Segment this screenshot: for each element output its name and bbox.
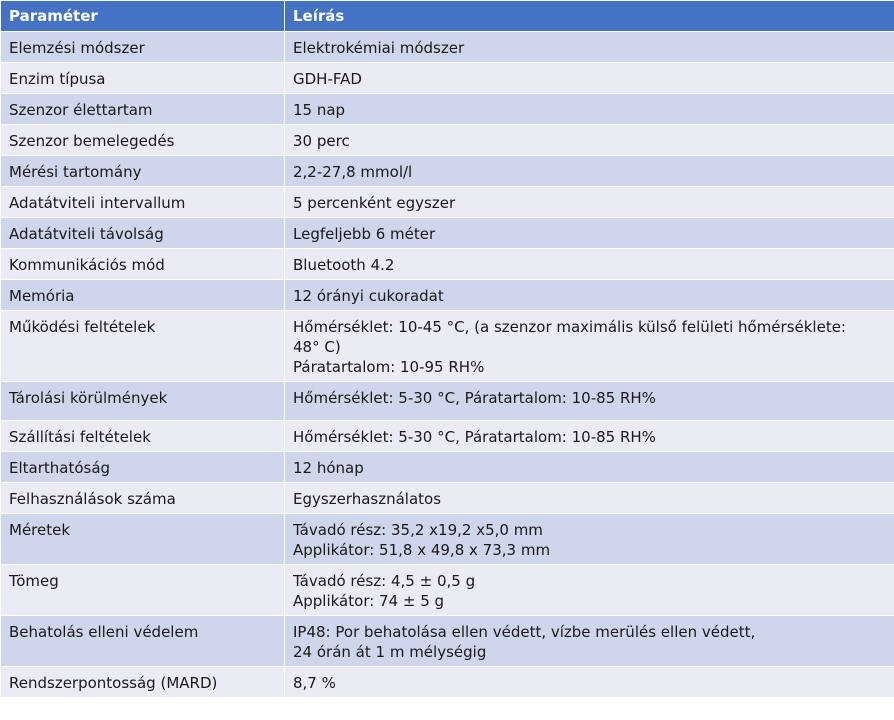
row-param: Behatolás elleni védelem [1,616,285,667]
table-row [1,63,894,94]
row-desc-line: Távadó rész: 4,5 ± 0,5 g [293,572,476,590]
row-desc [285,125,894,156]
row-desc-line: 15 nap [293,101,346,119]
table-row [1,156,894,187]
row-desc-line: Elektrokémiai módszer [293,39,465,57]
row-param: Tömeg [1,565,285,616]
table-row [1,421,894,452]
table-row [1,218,894,249]
header-desc: Leírás [285,1,894,32]
row-desc [285,421,894,452]
row-param: Méretek [1,514,285,565]
row-desc [285,667,894,698]
row-param: Memória [1,280,285,311]
row-param: Működési feltételek [1,311,285,382]
row-desc-line: Távadó rész: 35,2 x19,2 x5,0 mm [293,521,543,539]
row-desc [285,382,894,421]
table-row [1,667,894,698]
row-desc [285,94,894,125]
table-row [1,125,894,156]
table-row [1,32,894,63]
row-desc-line: Bluetooth 4.2 [293,256,395,274]
row-desc [285,218,894,249]
row-desc-line: Hőmérséklet: 10-45 °C, (a szenzor maximális külső felületi hőmérséklete: [293,318,846,336]
row-param: Rendszerpontosság (MARD) [1,667,285,698]
row-desc [285,616,894,667]
table-row [1,382,894,421]
row-param: Szenzor élettartam [1,94,285,125]
row-desc-line: 8,7 % [293,674,336,692]
row-desc-line: Applikátor: 51,8 x 49,8 x 73,3 mm [293,541,551,559]
row-desc [285,483,894,514]
table-row [1,311,894,382]
row-desc [285,452,894,483]
row-desc-line: Legfeljebb 6 méter [293,225,436,243]
row-desc [285,249,894,280]
row-desc-line: IP48: Por behatolása ellen védett, vízbe merülés ellen védett, [293,623,756,641]
row-desc-line: 48° C) [293,338,341,356]
row-param: Szállítási feltételek [1,421,285,452]
row-desc [285,187,894,218]
row-desc [285,514,894,565]
row-desc-line: Hőmérséklet: 5-30 °C, Páratartalom: 10-85 RH% [293,428,656,446]
row-desc-line: 24 órán át 1 m mélységig [293,643,487,661]
row-desc [285,565,894,616]
row-desc-line: 2,2-27,8 mmol/l [293,163,413,181]
row-desc-line: GDH-FAD [293,70,362,88]
row-desc-line: Egyszerhasználatos [293,490,442,508]
row-desc-line: Applikátor: 74 ± 5 g [293,592,445,610]
table-row [1,280,894,311]
table-row [1,514,894,565]
row-desc-line: 5 percenként egyszer [293,194,456,212]
row-param: Mérési tartomány [1,156,285,187]
row-desc-line: 12 órányi cukoradat [293,287,444,305]
row-desc [285,280,894,311]
row-param: Enzim típusa [1,63,285,94]
header-param: Paraméter [1,1,285,32]
table-row [1,616,894,667]
table-body [1,32,894,698]
table-row [1,565,894,616]
row-param: Felhasználások száma [1,483,285,514]
row-desc [285,311,894,382]
row-param: Kommunikációs mód [1,249,285,280]
row-desc-line: Páratartalom: 10-95 RH% [293,358,485,376]
row-param: Elemzési módszer [1,32,285,63]
row-desc-line: 30 perc [293,132,350,150]
header-row [1,1,894,32]
row-desc [285,32,894,63]
row-param: Szenzor bemelegedés [1,125,285,156]
row-param: Adatátviteli távolság [1,218,285,249]
row-param: Tárolási körülmények [1,382,285,421]
table-row [1,187,894,218]
row-desc [285,156,894,187]
row-param: Adatátviteli intervallum [1,187,285,218]
row-desc-line: 12 hónap [293,459,364,477]
table-row [1,483,894,514]
row-desc [285,63,894,94]
table-row [1,94,894,125]
table-row [1,452,894,483]
table-row [1,249,894,280]
row-param: Eltarthatóság [1,452,285,483]
row-desc-line: Hőmérséklet: 5-30 °C, Páratartalom: 10-85 RH% [293,389,656,407]
